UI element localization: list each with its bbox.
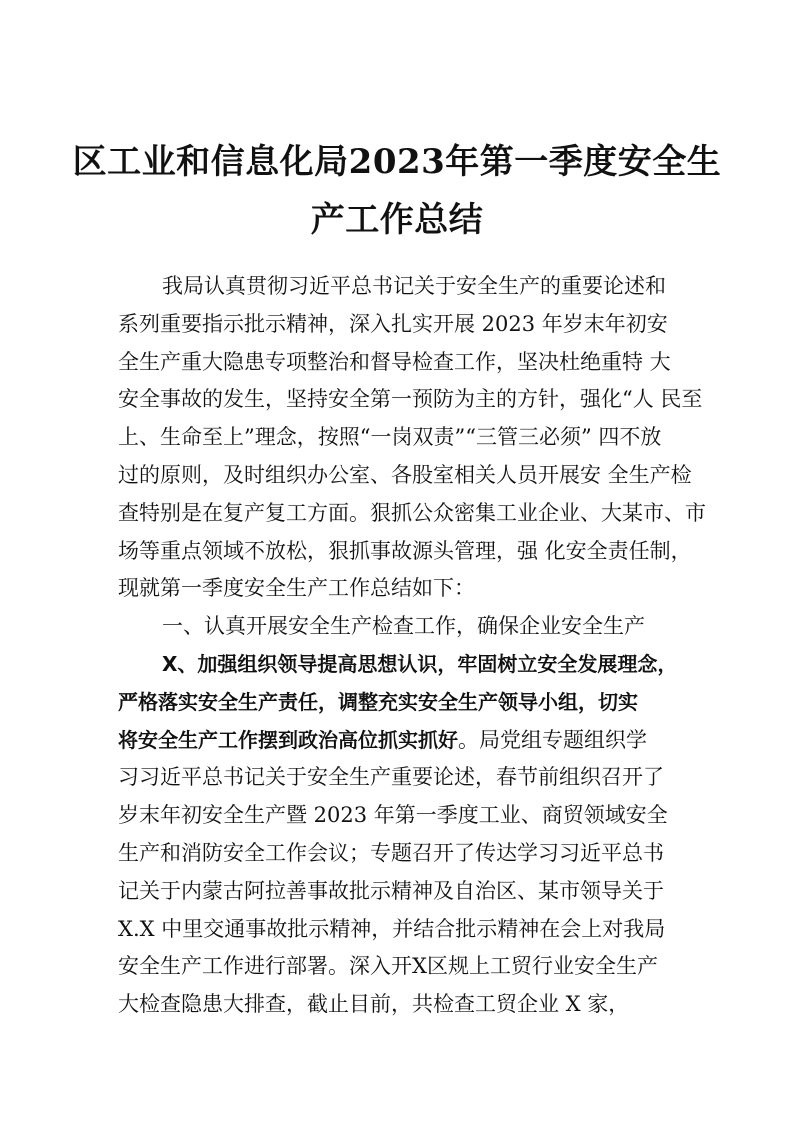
bold-subheading-end: 将安全生产工作摆到政治高位抓实抓好: [118, 727, 458, 752]
paragraph-line: 安全生产工作进行部署。深入开X区规上工贸行业安全生产: [118, 954, 658, 979]
paragraph-line: 习习近平总书记关于安全生产重要论述，春节前组织召开了: [118, 765, 664, 790]
paragraph-line: 过的原则，及时组织办公室、各股室相关人员开展安 全生产检: [118, 462, 692, 487]
paragraph-text: 。局党组专题组织学: [458, 727, 647, 752]
paragraph-line: 生产和消防安全工作会议；专题召开了传达学习习近平总书: [118, 840, 664, 865]
paragraph-line: 我局认真贯彻习近平总书记关于安全生产的重要论述和: [162, 274, 666, 298]
bold-subheading-line: 严格落实安全生产责任，调整充实安全生产领导小组，切实: [118, 689, 638, 714]
paragraph-line: 系列重要指示批示精神，深入扎实开展 2023 年岁末年初安: [118, 311, 668, 336]
paragraph-line: 安全事故的发生，坚持安全第一预防为主的方针，强化“人 民至: [118, 387, 703, 412]
paragraph-line: X.X 中里交通事故批示精神，并结合批示精神在会上对我局: [118, 916, 666, 941]
paragraph-line: 全生产重大隐患专项整治和督导检查工作，坚决杜绝重特 大: [118, 349, 671, 374]
document-title-line-1: 区工业和信息化局2023年第一季度安全生: [72, 142, 722, 182]
paragraph-line: 记关于内蒙古阿拉善事故批示精神及自治区、某市领导关于: [118, 878, 664, 903]
paragraph-line: 上、生命至上”理念，按照“一岗双责”“三管三必须” 四不放: [118, 425, 662, 450]
document-title-line-2: 产工作总结: [310, 200, 484, 240]
paragraph-line: 场等重点领域不放松，狠抓事故源头管理，强 化安全责任制，: [118, 538, 692, 563]
paragraph-line: 查特别是在复产复工方面。狠抓公众密集工业企业、大某市、市: [118, 500, 706, 525]
mixed-line: [118, 722, 698, 760]
document-body: [118, 268, 706, 1024]
paragraph-line: 大检查隐患大排查，截止目前，共检查工贸企业 X 家，: [118, 992, 630, 1017]
bold-subheading-line: X、加强组织领导提高思想认识，牢固树立安全发展理念，: [162, 651, 678, 676]
section-heading: 一、认真开展安全生产检查工作，确保企业安全生产: [162, 614, 645, 639]
paragraph-line: 岁末年初安全生产暨 2023 年第一季度工业、商贸领域安全: [118, 803, 668, 828]
paragraph-line: 现就第一季度安全生产工作总结如下：: [118, 576, 475, 601]
